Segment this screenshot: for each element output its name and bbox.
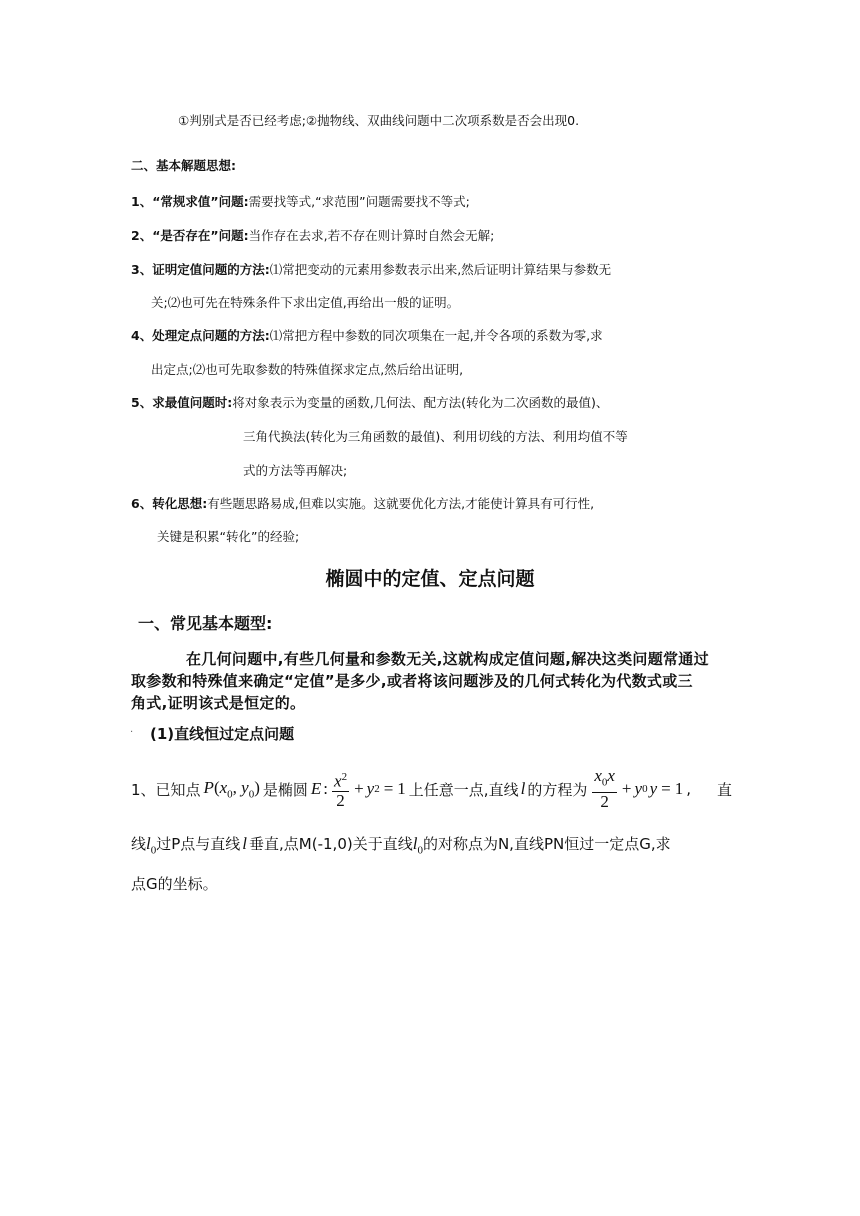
problem-line2-a: 线 — [131, 835, 147, 853]
item-3-text-2: 关;⑵也可先在特殊条件下求出定值,再给出一般的证明。 — [151, 295, 460, 310]
line-l0-symbol: $l_0$ — [146, 834, 157, 857]
line-l-symbol: l — [520, 779, 526, 798]
line-equation: $\frac{x_0x}{2}$ + y 0 y = 1 — [594, 766, 684, 811]
item-3-text-1: ⑴常把变动的元素用参数表示出来,然后证明计算结果与参数无 — [269, 262, 612, 277]
bullet-mark: . — [130, 724, 134, 735]
item-4 — [131, 326, 603, 344]
intro-line-3: 角式,证明该式是恒定的。 — [131, 694, 306, 712]
problem-line2-c: 垂直,点M(-1,0)关于直线 — [249, 835, 413, 853]
item-5-text-2: 三角代换法(转化为三角函数的最值)、利用切线的方法、利用均值不等 — [243, 429, 628, 444]
item-1-label: 1、“常规求值”问题: — [131, 194, 249, 209]
subheading-fixed-point: (1)直线恒过定点问题 — [150, 725, 295, 743]
item-5-label: 5、求最值问题时: — [131, 395, 233, 410]
problem-text-d: 的方程为 — [527, 780, 588, 799]
item-5 — [131, 393, 608, 411]
intro-line-1: 在几何问题中,有些几何量和参数无关,这就构成定值问题,解决这类问题常通过 — [186, 650, 709, 668]
item-2-text: 当作存在去求,若不存在则计算时自然会无解; — [248, 228, 495, 243]
item-6 — [131, 494, 594, 512]
item-5-text-3: 式的方法等再解决; — [243, 463, 348, 478]
item-3-label: 3、证明定值问题的方法: — [131, 262, 270, 277]
problem-line2-b: 过P点与直线 — [156, 835, 241, 853]
item-1 — [131, 192, 470, 210]
item-5-text-1: 将对象表示为变量的函数,几何法、配方法(转化为二次函数的最值)、 — [232, 395, 609, 410]
problem-line-2 — [131, 833, 671, 856]
problem-line-1 — [131, 766, 732, 812]
problem-text-c: 上任意一点,直线 — [408, 780, 519, 799]
line-l0-symbol-2: $l_0$ — [412, 834, 423, 857]
intro-line-2: 取参数和特殊值来确定“定值”是多少,或者将该问题涉及的几何式转化为代数式或三 — [131, 672, 693, 690]
item-2 — [131, 226, 494, 244]
item-4-text-1: ⑴常把方程中参数的同次项集在一起,并令各项的系数为零,求 — [269, 328, 603, 343]
item-6-label: 6、转化思想: — [131, 496, 208, 511]
problem-text-a: 1、已知点 — [131, 780, 201, 799]
item-4-text-2: 出定点;⑵也可先取参数的特殊值探求定点,然后给出证明, — [151, 362, 464, 377]
problem-line-3: 点G的坐标。 — [131, 875, 218, 893]
ellipse-equation: E : $\frac{x^2}{2}$ + y 2 = 1 — [311, 768, 406, 810]
section-heading-basic-ideas: 二、基本解题思想: — [131, 158, 236, 173]
point-p-formula: $P(x_0$, $y_0$) — [203, 777, 260, 801]
page-title: 椭圆中的定值、定点问题 — [325, 568, 535, 590]
line-l-symbol-2: l — [242, 834, 248, 853]
item-4-label: 4、处理定点问题的方法: — [131, 328, 270, 343]
problem-text-f: 直 — [716, 780, 732, 799]
note-line: ①判别式是否已经考虑;②抛物线、双曲线问题中二次项系数是否会出现0. — [178, 113, 580, 128]
item-6-text-2: 关键是积累“转化”的经验; — [157, 529, 300, 544]
item-1-text: 需要找等式,“求范围”问题需要找不等式; — [248, 194, 470, 209]
section-heading-common-types: 一、常见基本题型: — [138, 614, 273, 633]
problem-line2-d: 的对称点为N,直线PN恒过一定点G,求 — [422, 835, 671, 853]
item-3 — [131, 260, 611, 278]
item-2-label: 2、“是否存在”问题: — [131, 228, 249, 243]
problem-text-b: 是椭圆 — [262, 780, 308, 799]
item-6-text-1: 有些题思路易成,但难以实施。这就要优化方法,才能使计算具有可行性, — [207, 496, 595, 511]
problem-text-e: , — [686, 780, 691, 798]
